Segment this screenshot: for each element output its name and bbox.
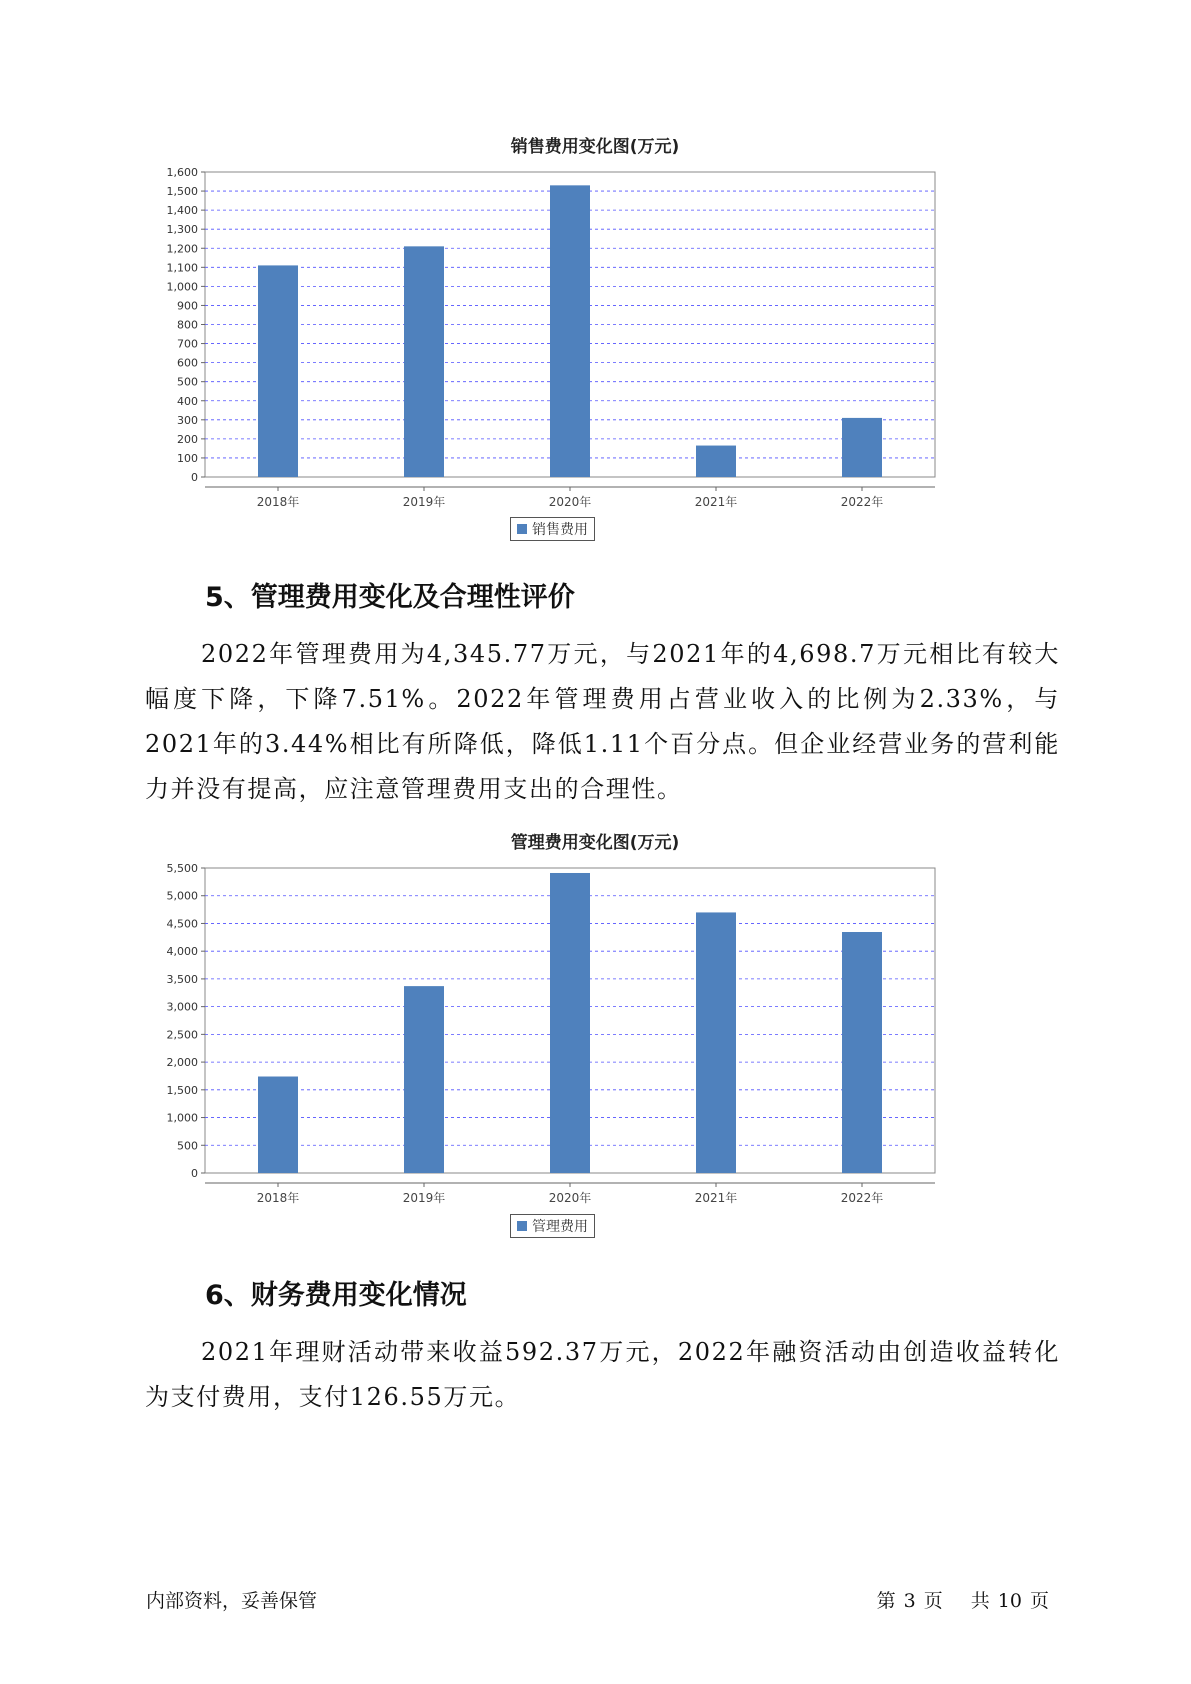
- footer-confidential-note: 内部资料，妥善保管: [146, 1590, 318, 1612]
- page-current: 3: [903, 1590, 916, 1612]
- y-tick-label: 500: [177, 1139, 198, 1153]
- x-tick-label: 2020年: [548, 1191, 592, 1205]
- y-tick-label: 1,000: [166, 1111, 198, 1125]
- y-tick-label: 300: [177, 413, 198, 427]
- y-tick-label: 1,400: [166, 204, 198, 218]
- y-tick-label: 200: [177, 432, 198, 446]
- total-prefix: 共: [970, 1590, 990, 1612]
- admin-expense-chart: [160, 828, 1030, 1248]
- x-tick-label: 2018年: [256, 495, 300, 509]
- page-unit: 页: [923, 1590, 943, 1612]
- y-tick-label: 4,000: [166, 945, 198, 959]
- x-tick-label: 2019年: [402, 495, 446, 509]
- y-tick-label: 500: [177, 375, 198, 389]
- y-tick-label: 5,500: [166, 862, 198, 875]
- y-tick-label: 400: [177, 394, 198, 408]
- chart-title: 管理费用变化图(万元): [510, 833, 680, 853]
- y-tick-label: 1,200: [166, 242, 198, 256]
- y-tick-label: 3,500: [166, 972, 198, 986]
- x-tick-label: 2019年: [402, 1191, 446, 1205]
- bar-2019年: [404, 986, 444, 1173]
- y-tick-label: 4,500: [166, 917, 198, 931]
- y-tick-label: 900: [177, 299, 198, 313]
- y-tick-label: 1,600: [166, 166, 198, 179]
- chart-svg: [160, 858, 1030, 1218]
- x-tick-label: 2021年: [694, 495, 738, 509]
- y-tick-label: 0: [191, 1167, 198, 1180]
- bar-2018年: [258, 1077, 298, 1173]
- y-tick-label: 1,300: [166, 223, 198, 237]
- section-heading-6: 6、财务费用变化情况: [205, 1280, 467, 1311]
- bar-2020年: [550, 185, 590, 477]
- legend-label: 管理费用: [532, 1219, 588, 1235]
- y-tick-label: 800: [177, 318, 198, 332]
- y-tick-label: 2,000: [166, 1056, 198, 1070]
- y-tick-label: 100: [177, 451, 198, 465]
- y-tick-label: 1,000: [166, 280, 198, 294]
- x-tick-label: 2018年: [256, 1191, 300, 1205]
- bar-2022年: [842, 418, 882, 477]
- section-paragraph-5: 2022年管理费用为4,345.77万元，与2021年的4,698.7万元相比有较大幅度下降，下降7.51%。2022年管理费用占营业收入的比例为2.33%，与2021年的3.44%相比有所降低，降低1.11个百分点。但企业经营业务的营利能力并没有提高，应注意管理费用支出的合理性。: [145, 640, 1060, 803]
- y-tick-label: 0: [191, 471, 198, 484]
- legend-swatch: [517, 1221, 527, 1231]
- chart-svg: [160, 162, 1030, 522]
- sales-expense-chart: [160, 132, 1030, 547]
- bar-2021年: [696, 446, 736, 477]
- y-tick-label: 600: [177, 356, 198, 370]
- section-heading-5: 5、管理费用变化及合理性评价: [205, 582, 575, 613]
- x-tick-label: 2022年: [840, 495, 884, 509]
- y-tick-label: 700: [177, 337, 198, 351]
- x-tick-label: 2021年: [694, 1191, 738, 1205]
- chart-title: 销售费用变化图(万元): [510, 137, 680, 157]
- y-tick-label: 1,500: [166, 1083, 198, 1097]
- y-tick-label: 2,500: [166, 1028, 198, 1042]
- bar-2018年: [258, 265, 298, 477]
- chart-legend: [510, 517, 595, 541]
- footer-page-number: [869, 1586, 1049, 1613]
- y-tick-label: 5,000: [166, 889, 198, 903]
- y-tick-label: 1,100: [166, 261, 198, 275]
- total-unit: 页: [1029, 1590, 1049, 1612]
- legend-label: 销售费用: [532, 522, 588, 538]
- page-total: 10: [997, 1590, 1022, 1612]
- x-tick-label: 2022年: [840, 1191, 884, 1205]
- bar-2019年: [404, 246, 444, 477]
- bar-2022年: [842, 932, 882, 1173]
- page-prefix: 第: [876, 1590, 896, 1612]
- legend-swatch: [517, 524, 527, 534]
- y-tick-label: 1,500: [166, 185, 198, 199]
- x-tick-label: 2020年: [548, 495, 592, 509]
- chart-legend: [510, 1214, 595, 1238]
- section-paragraph-6: 2021年理财活动带来收益592.37万元，2022年融资活动由创造收益转化为支付费用，支付126.55万元。: [145, 1338, 1060, 1411]
- bar-2021年: [696, 912, 736, 1173]
- bar-2020年: [550, 873, 590, 1173]
- y-tick-label: 3,000: [166, 1000, 198, 1014]
